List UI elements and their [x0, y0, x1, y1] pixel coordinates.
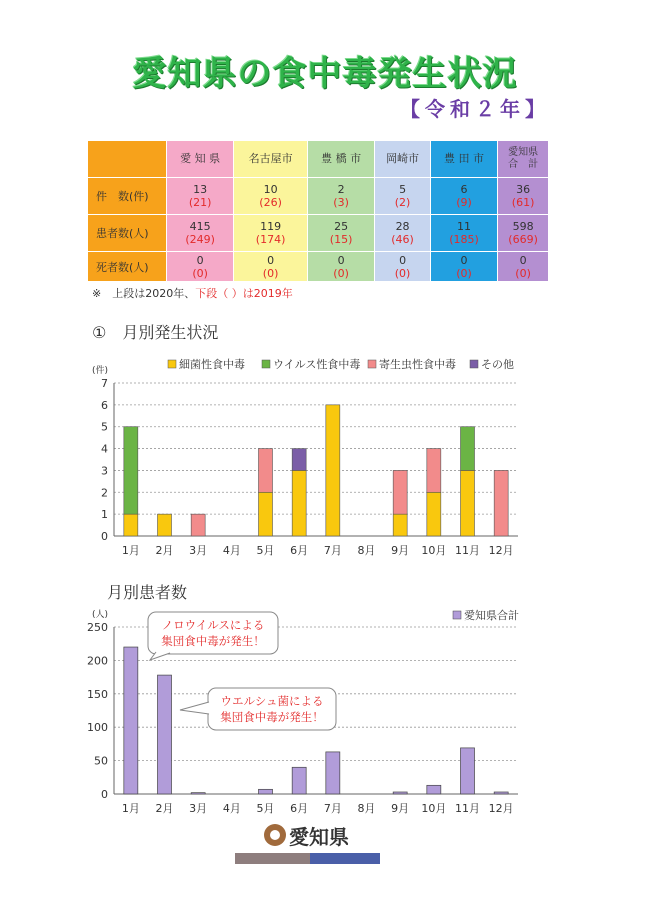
cell-value-2020: 13 — [193, 183, 208, 196]
bar-segment — [494, 470, 508, 536]
logo-emblem-inner — [270, 830, 280, 840]
bar-segment — [124, 427, 138, 514]
cell-value-2020: 119 — [260, 220, 282, 233]
legend-swatch — [262, 360, 270, 368]
cell-value-2019: (21) — [188, 196, 212, 209]
cell-value-2020: 5 — [399, 183, 407, 196]
cell-value-2019: (0) — [333, 266, 349, 280]
legend-swatch — [368, 360, 376, 368]
y-tick-label: 150 — [87, 687, 108, 701]
x-tick-label: 6月 — [290, 544, 309, 557]
cell-value-2020: 0 — [399, 253, 407, 267]
legend-label: 寄生虫性食中毒 — [379, 358, 456, 371]
bar — [124, 647, 138, 794]
y-axis-label: (人) — [91, 610, 109, 620]
legend-label: 愛知県合計 — [464, 609, 519, 622]
cell-value-2019: (174) — [255, 233, 286, 246]
cell-value-2019: (0) — [456, 266, 472, 280]
x-tick-label: 9月 — [391, 544, 410, 557]
cell-value-2020: 0 — [460, 253, 468, 267]
row-label: 死者数(人) — [88, 252, 167, 282]
y-tick-label: 5 — [101, 420, 108, 434]
y-tick-label: 1 — [101, 508, 108, 522]
cell-value-2020: 6 — [460, 183, 468, 196]
callout — [180, 688, 336, 730]
col-header: 豊 田 市 — [430, 141, 497, 178]
x-tick-label: 12月 — [488, 802, 514, 815]
cell-value-2019: (15) — [329, 233, 353, 246]
cell-value-2019: (0) — [262, 266, 279, 280]
cell-value-2019: (249) — [185, 233, 215, 246]
bar-segment — [326, 405, 340, 536]
y-tick-label: 0 — [101, 530, 108, 543]
section2-title: 月別患者数 — [107, 583, 188, 602]
callout-pointer — [180, 702, 209, 714]
x-tick-label: 11月 — [455, 802, 480, 815]
bar-segment — [461, 427, 475, 471]
cell-value-2020: 0 — [519, 253, 527, 267]
legend-label: ウイルス性食中毒 — [273, 358, 361, 371]
x-tick-label: 7月 — [323, 544, 342, 557]
y-tick-label: 7 — [101, 377, 108, 390]
y-tick-label: 6 — [101, 398, 108, 412]
cell-value-2020: 0 — [196, 253, 204, 267]
row-label: 患者数(人) — [88, 215, 167, 252]
callout — [148, 612, 278, 660]
x-tick-label: 4月 — [222, 802, 241, 815]
x-tick-label: 4月 — [222, 544, 241, 557]
cell-value-2020: 36 — [516, 183, 531, 196]
bar-segment — [158, 514, 172, 536]
bar — [427, 785, 441, 794]
bar-segment — [427, 449, 441, 493]
cell-value-2020: 11 — [457, 220, 472, 233]
note-text: ※ 上段は2020年、 — [92, 287, 196, 300]
cell-value-2020: 415 — [189, 220, 211, 233]
bar — [461, 748, 475, 794]
col-header: 豊 橋 市 — [307, 141, 374, 178]
y-tick-label: 3 — [101, 464, 108, 478]
cell-value-2019: (3) — [333, 196, 349, 209]
callout-text: ウエルシュ菌による — [220, 694, 324, 708]
x-tick-label: 10月 — [421, 802, 447, 815]
cell-value-2019: (669) — [508, 233, 538, 246]
x-tick-label: 11月 — [455, 544, 480, 557]
x-tick-label: 6月 — [290, 802, 309, 815]
x-tick-label: 10月 — [421, 544, 447, 557]
row-label: 件 数(件) — [88, 178, 167, 215]
cell-value-2019: (26) — [259, 196, 282, 209]
cell-value-2019: (61) — [511, 196, 535, 209]
cell-value-2020: 0 — [267, 253, 275, 267]
bar-segment — [461, 470, 475, 536]
x-tick-label: 8月 — [357, 544, 376, 557]
x-tick-label: 9月 — [391, 802, 410, 815]
bar-segment — [393, 470, 407, 514]
cell-value-2020: 25 — [334, 220, 349, 233]
bar-segment — [259, 492, 273, 536]
callout-text: 集団食中毒が発生！ — [220, 710, 324, 724]
x-tick-label: 5月 — [256, 802, 275, 815]
logo-band-blue — [310, 853, 380, 864]
y-tick-label: 250 — [87, 621, 108, 634]
x-tick-label: 3月 — [189, 802, 208, 815]
bar-segment — [191, 514, 205, 536]
x-tick-label: 2月 — [155, 544, 174, 557]
col-header: 愛 知 県 — [167, 141, 234, 178]
y-tick-label: 4 — [101, 442, 108, 456]
cell-value-2020: 2 — [337, 183, 345, 196]
bar — [393, 792, 407, 794]
y-axis-label: (件) — [91, 366, 109, 376]
bar — [494, 792, 508, 794]
x-tick-label: 3月 — [189, 544, 208, 557]
section1-title: ① 月別発生状況 — [92, 323, 219, 342]
bar — [292, 767, 306, 794]
cell-value-2019: (46) — [391, 233, 414, 246]
cell-value-2020: 10 — [263, 183, 278, 196]
col-header: 岡崎市 — [375, 141, 431, 178]
bar-segment — [427, 492, 441, 536]
bar — [191, 793, 205, 794]
col-header: 名古屋市 — [234, 141, 308, 178]
bar-segment — [259, 449, 273, 493]
page-subtitle: 【令和２年】 — [400, 97, 550, 121]
y-tick-label: 50 — [94, 754, 108, 768]
note-text-red: 下段（ ）は2019年 — [195, 287, 293, 300]
bar-segment — [292, 449, 306, 471]
cell-value-2019: (185) — [449, 233, 479, 246]
legend-swatch — [168, 360, 176, 368]
cell-value-2020: 598 — [512, 220, 534, 233]
cell-value-2019: (9) — [456, 196, 472, 209]
bar-segment — [393, 514, 407, 536]
x-tick-label: 1月 — [121, 544, 140, 557]
bar-segment — [124, 514, 138, 536]
x-tick-label: 2月 — [155, 802, 174, 815]
x-tick-label: 12月 — [488, 544, 514, 557]
bar — [158, 675, 172, 794]
legend-swatch — [453, 611, 461, 619]
x-tick-label: 7月 — [323, 802, 342, 815]
callout-text: ノロウイルスによる — [161, 618, 265, 632]
legend-swatch — [470, 360, 478, 368]
x-tick-label: 5月 — [256, 544, 275, 557]
x-tick-label: 8月 — [357, 802, 376, 815]
cell-value-2019: (0) — [515, 266, 531, 280]
legend-label: その他 — [481, 358, 514, 371]
y-tick-label: 0 — [101, 788, 108, 801]
y-tick-label: 2 — [101, 486, 108, 500]
cell-value-2019: (0) — [394, 266, 411, 280]
bar-segment — [292, 470, 306, 536]
logo-text: 愛知県 — [289, 825, 349, 849]
bar — [326, 752, 340, 794]
cell-value-2019: (2) — [394, 196, 411, 209]
cell-value-2019: (0) — [192, 266, 208, 280]
y-tick-label: 200 — [87, 654, 108, 668]
cell-value-2020: 0 — [337, 253, 345, 267]
y-tick-label: 100 — [87, 721, 108, 735]
cell-value-2020: 28 — [395, 220, 410, 233]
page-title: 愛知県の食中毒発生状況 — [132, 54, 518, 94]
x-tick-label: 1月 — [121, 802, 140, 815]
aichi-logo — [235, 820, 380, 865]
callout-text: 集団食中毒が発生！ — [161, 634, 265, 648]
col-header: 愛知県 合 計 — [498, 141, 549, 178]
legend-label: 細菌性食中毒 — [179, 358, 245, 371]
bar — [259, 789, 273, 794]
